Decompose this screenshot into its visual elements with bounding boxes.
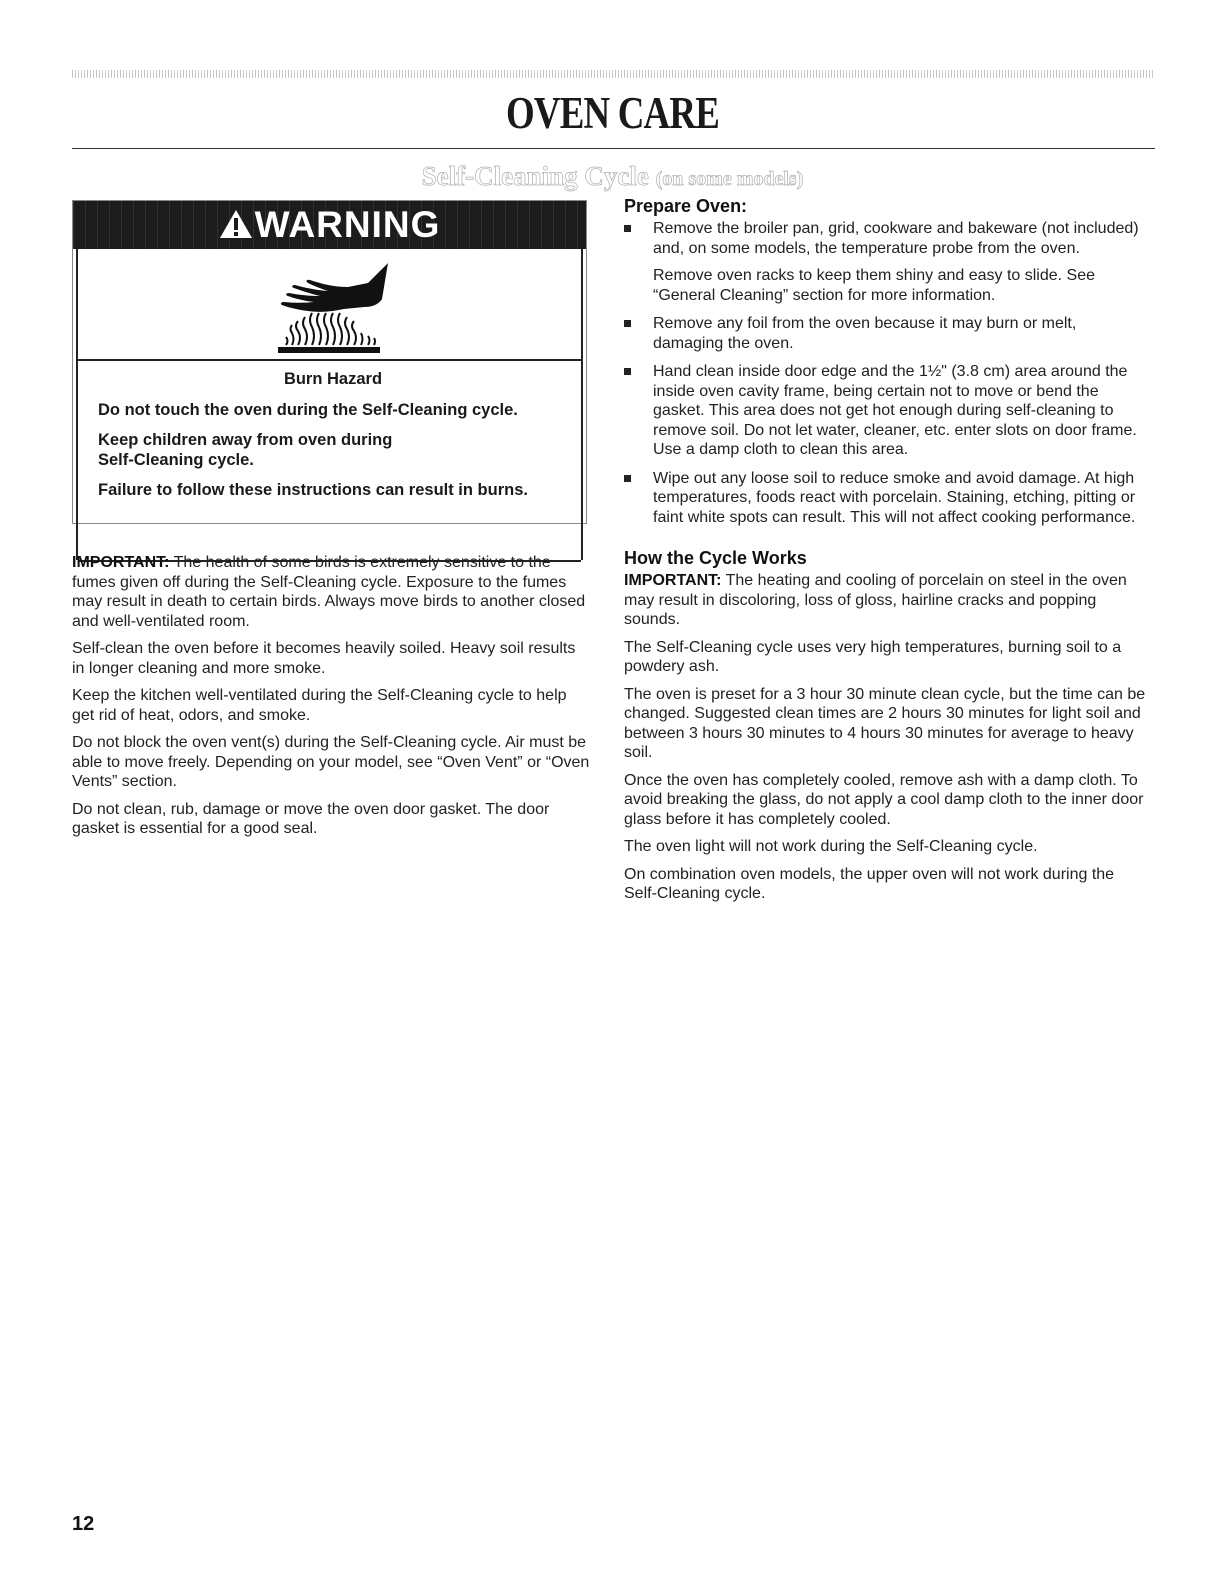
- warning-content: [76, 249, 583, 560]
- body-paragraph: The Self-Cleaning cycle uses very high temperatures, burning soil to a powdery ash.: [624, 638, 1122, 675]
- list-item-text: Wipe out any loose soil to reduce smoke and avoid damage. At high temperatures, foods react with porcelain. Staining, etching, pitting or faint white spots can result. This will not affect cooking performance.: [653, 469, 1136, 526]
- warning-divider: [78, 359, 581, 361]
- bullet-icon: [624, 320, 631, 327]
- list-item-text: Remove the broiler pan, grid, cookware and bakeware (not included) and, on some models, the temperature probe from the oven.: [653, 220, 1139, 257]
- body-paragraph: Self-clean the oven before it becomes heavily soiled. Heavy soil results in longer cleaning and more smoke.: [72, 640, 576, 677]
- warning-word: WARNING: [254, 204, 441, 245]
- warning-box: [72, 200, 587, 524]
- list-item: [624, 219, 1149, 305]
- prepare-oven-list: [624, 219, 1149, 527]
- important-paragraph: [72, 553, 592, 631]
- bullet-icon: [624, 475, 631, 482]
- body-paragraph: Do not block the oven vent(s) during the Self-Cleaning cycle. Air must be able to move freely. Depending on your model, see “Oven Vent” or “Oven Vents” section.: [72, 734, 590, 790]
- body-paragraph: The oven is preset for a 3 hour 30 minute clean cycle, but the time can be changed. Suggested clean times are 2 hours 30 minutes for light soil and between 3 hours 30 minutes to 4 hours 30 minutes for average to heavy soil.: [624, 685, 1146, 761]
- title-rule: [72, 148, 1155, 149]
- hazard-title: Burn Hazard: [283, 370, 383, 388]
- body-paragraph: The oven light will not work during the Self-Cleaning cycle.: [624, 838, 1038, 855]
- important-text: The health of some birds is extremely sensitive to the fumes given off during the Self-Cleaning cycle. Exposure to the fumes may result in death to certain birds. Always move birds to another closed and well-ventilated room.: [72, 554, 586, 630]
- hand-over-hot-surface-icon: [278, 261, 390, 358]
- important-label: IMPORTANT:: [624, 572, 722, 589]
- warning-label: [73, 203, 586, 249]
- right-column: [624, 195, 1149, 912]
- section-heading: [0, 160, 1225, 195]
- list-item: [624, 362, 1149, 460]
- warning-line: Do not touch the oven during the Self-Cleaning cycle.: [98, 401, 518, 419]
- bullet-icon: [624, 368, 631, 375]
- important-text: The heating and cooling of porcelain on steel in the oven may result in discoloring, loss of gloss, hairline cracks and popping sounds.: [624, 572, 1127, 628]
- page-title: OVEN CARE: [505, 88, 720, 138]
- important-label: IMPORTANT:: [72, 554, 170, 571]
- warning-line: Failure to follow these instructions can result in burns.: [98, 481, 528, 499]
- list-item-text: Remove any foil from the oven because it may burn or melt, damaging the oven.: [653, 315, 1077, 352]
- list-item: [624, 469, 1149, 528]
- page-number: 12: [72, 1513, 95, 1535]
- cycle-heading: How the Cycle Works: [624, 548, 807, 568]
- list-item: [624, 314, 1149, 353]
- warning-triangle-icon: [219, 205, 253, 249]
- cycle-important-paragraph: [624, 571, 1149, 630]
- warning-header: [73, 201, 586, 249]
- prepare-oven-heading: Prepare Oven:: [624, 196, 748, 216]
- body-paragraph: On combination oven models, the upper oven will not work during the Self-Cleaning cycle.: [624, 865, 1115, 902]
- section-title: Self-Cleaning Cycle: [421, 161, 649, 191]
- warning-line: Keep children away from oven during Self-Cleaning cycle.: [98, 431, 393, 469]
- list-item-extra: Remove oven racks to keep them shiny and easy to slide. See “General Cleaning” section for more information.: [653, 267, 1096, 304]
- body-paragraph: Once the oven has completely cooled, remove ash with a damp cloth. To avoid breaking the glass, do not apply a cool damp cloth to the inner door glass before it has completely cooled.: [624, 771, 1144, 828]
- header-pattern-band: [72, 70, 1155, 78]
- bullet-icon: [624, 225, 631, 232]
- warning-text: [98, 369, 568, 510]
- body-paragraph: Do not clean, rub, damage or move the oven door gasket. The door gasket is essential for a good seal.: [72, 800, 550, 837]
- left-column: [72, 553, 592, 847]
- section-subtitle: (on some models): [655, 168, 804, 190]
- body-paragraph: Keep the kitchen well-ventilated during the Self-Cleaning cycle to help get rid of heat, odors, and smoke.: [72, 687, 567, 724]
- list-item-text: Hand clean inside door edge and the 1½" (3.8 cm) area around the inside oven cavity frame, being certain not to move or bend the gasket. This area does not get hot enough during self-cleaning to remove soil. Do not let water, cleaner, etc. enter slots on door frame. Use a damp cloth to clean this area.: [653, 363, 1137, 458]
